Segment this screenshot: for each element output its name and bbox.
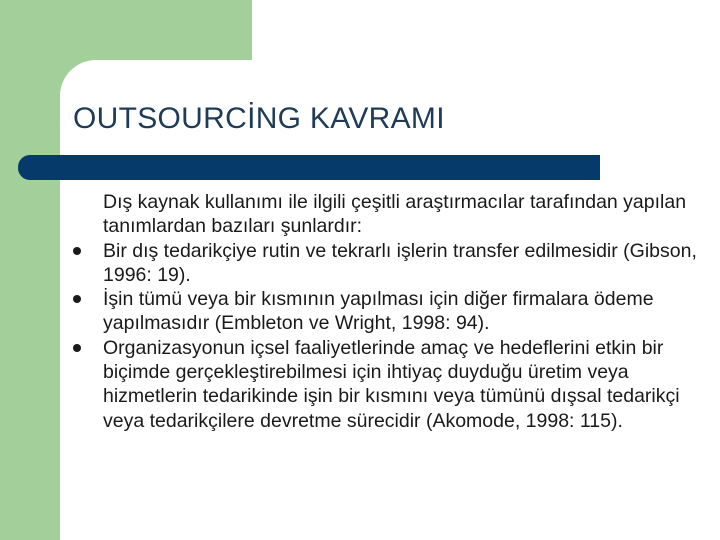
bullet-item [103, 287, 708, 336]
bullet-dot-icon [73, 247, 81, 255]
bullet-text: Organizasyonun içsel faaliyetlerinde amaç ve hedeflerini etkin bir biçimde gerçekleştirebilmesi için ihtiyaç duyduğu üretim veya hizmetlerin tedarikinde işin bir kısmını veya tümünü dışsal tedarikçi veya tedarikçilere devretme sürecidir (Akomode, 1998: 115). [103, 336, 680, 432]
bullet-dot-icon [73, 344, 81, 352]
bullet-text: Bir dış tedarikçiye rutin ve tekrarlı işlerin transfer edilmesidir (Gibson, 1996: 19). [103, 239, 697, 286]
slide-title: OUTSOURCİNG KAVRAMI [73, 102, 445, 135]
intro-paragraph: Dış kaynak kullanımı ile ilgili çeşitli araştırmacılar tarafından yapılan tanımlardan bazıları şunlardır: [103, 191, 687, 238]
left-decoration-strip [0, 0, 60, 540]
bullet-item [103, 239, 708, 288]
bullet-item [103, 336, 708, 433]
bullet-text: İşin tümü veya bir kısmının yapılması için diğer firmalara ödeme yapılmasıdır (Embleton ve Wright, 1998: 94). [103, 288, 654, 335]
title-underline-bar [18, 155, 600, 180]
slide-body [103, 190, 708, 433]
